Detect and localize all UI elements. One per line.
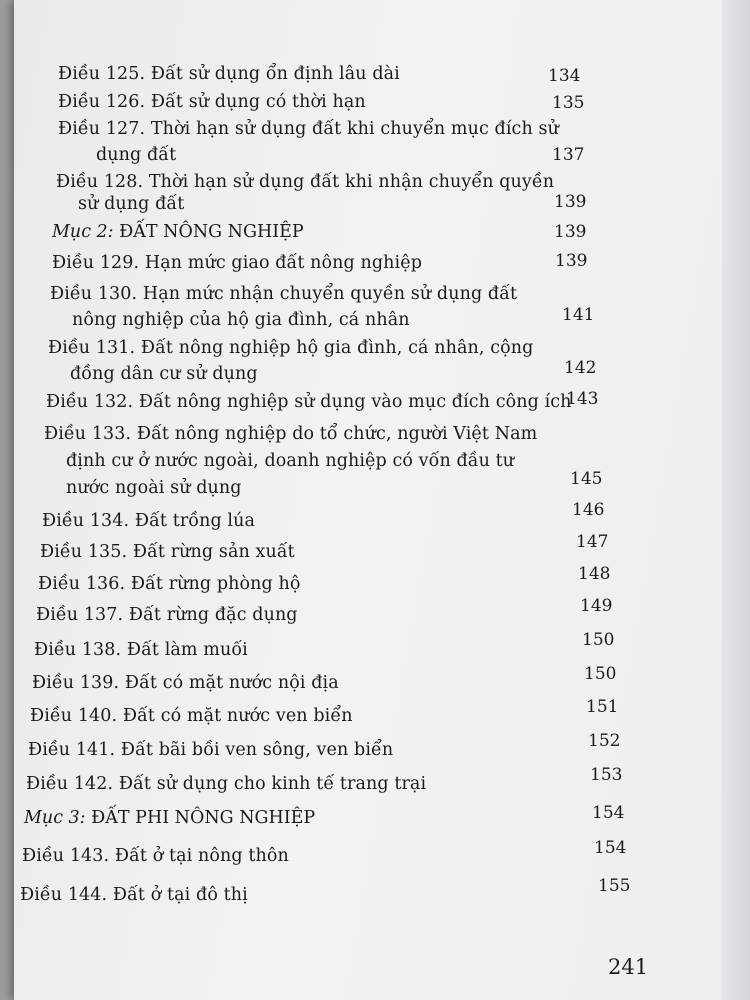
toc-entry-127: Điều 127. Thời hạn sử dụng đất khi chuyển mục đích sử bbox=[58, 119, 559, 139]
toc-entry-130: Điều 130. Hạn mức nhận chuyển quyền sử dụng đất bbox=[50, 284, 518, 304]
toc-entry-134: Điều 134. Đất trồng lúa bbox=[42, 511, 256, 531]
toc-entry-130-cont: nông nghiệp của hộ gia đình, cá nhân bbox=[72, 310, 410, 330]
section-prefix: Mục 2: bbox=[52, 222, 114, 242]
toc-entry-138: Điều 138. Đất làm muối bbox=[34, 640, 248, 660]
toc-entry-131-cont: đồng dân cư sử dụng bbox=[70, 364, 258, 384]
page-number: 241 bbox=[608, 955, 649, 979]
toc-entry-136: Điều 136. Đất rừng phòng hộ bbox=[38, 574, 301, 594]
toc-entry-137: Điều 137. Đất rừng đặc dụng bbox=[36, 605, 298, 625]
toc-page-142: 153 bbox=[590, 765, 623, 785]
toc-entry-127-cont: dụng đất bbox=[96, 145, 177, 165]
toc-entry-142: Điều 142. Đất sử dụng cho kinh tế trang trại bbox=[26, 774, 427, 794]
toc-entry-133: Điều 133. Đất nông nghiệp do tổ chức, người Việt Nam bbox=[44, 424, 538, 444]
book-page bbox=[14, 0, 750, 1000]
toc-page-131: 142 bbox=[564, 358, 597, 378]
toc-page-137: 149 bbox=[580, 596, 613, 616]
toc-entry-133-cont: định cư ở nước ngoài, doanh nghiệp có vốn đầu tư bbox=[66, 451, 515, 471]
toc-entry-128: Điều 128. Thời hạn sử dụng đất khi nhận chuyển quyền bbox=[56, 172, 555, 192]
toc-page-140: 151 bbox=[586, 697, 619, 717]
toc-page-132: 143 bbox=[566, 389, 599, 409]
page-edge bbox=[722, 0, 750, 1000]
toc-page-139: 150 bbox=[584, 664, 617, 684]
toc-page-126: 135 bbox=[552, 93, 585, 113]
section-title: ĐẤT NÔNG NGHIỆP bbox=[119, 222, 304, 242]
toc-page-144: 155 bbox=[598, 876, 631, 896]
toc-page-135: 147 bbox=[576, 532, 609, 552]
toc-entry-132: Điều 132. Đất nông nghiệp sử dụng vào mục đích công ích bbox=[46, 392, 572, 412]
toc-page-128: 139 bbox=[554, 192, 587, 212]
toc-entry-135: Điều 135. Đất rừng sản xuất bbox=[40, 542, 295, 562]
toc-entry-126: Điều 126. Đất sử dụng có thời hạn bbox=[58, 92, 366, 112]
toc-entry-128-cont: sử dụng đất bbox=[78, 194, 185, 214]
section-prefix: Mục 3: bbox=[24, 808, 86, 828]
section-title: ĐẤT PHI NÔNG NGHIỆP bbox=[91, 808, 316, 828]
toc-page-143: 154 bbox=[594, 838, 627, 858]
toc-page-129: 139 bbox=[555, 251, 588, 271]
toc-page-138: 150 bbox=[582, 630, 615, 650]
toc-page-muc-2: 139 bbox=[554, 222, 587, 242]
toc-page-muc-3: 154 bbox=[592, 803, 625, 823]
toc-page-125: 134 bbox=[548, 66, 581, 86]
toc-entry-131: Điều 131. Đất nông nghiệp hộ gia đình, cá nhân, cộng bbox=[48, 338, 534, 358]
toc-page-133: 145 bbox=[570, 469, 603, 489]
toc-page-127: 137 bbox=[552, 145, 585, 165]
section-heading-muc-3 bbox=[24, 808, 315, 828]
toc-entry-140: Điều 140. Đất có mặt nước ven biển bbox=[30, 706, 353, 726]
toc-page-141: 152 bbox=[588, 731, 621, 751]
toc-page-130: 141 bbox=[562, 305, 595, 325]
toc-entry-141: Điều 141. Đất bãi bồi ven sông, ven biển bbox=[28, 740, 394, 760]
toc-entry-139: Điều 139. Đất có mặt nước nội địa bbox=[32, 673, 339, 693]
toc-page-136: 148 bbox=[578, 564, 611, 584]
toc-entry-125: Điều 125. Đất sử dụng ổn định lâu dài bbox=[58, 64, 400, 84]
toc-entry-133-cont2: nước ngoài sử dụng bbox=[66, 478, 242, 498]
toc-page-134: 146 bbox=[572, 500, 605, 520]
section-heading-muc-2 bbox=[52, 222, 304, 242]
toc-entry-129: Điều 129. Hạn mức giao đất nông nghiệp bbox=[52, 253, 423, 273]
toc-entry-143: Điều 143. Đất ở tại nông thôn bbox=[22, 846, 289, 866]
toc-entry-144: Điều 144. Đất ở tại đô thị bbox=[20, 885, 248, 905]
